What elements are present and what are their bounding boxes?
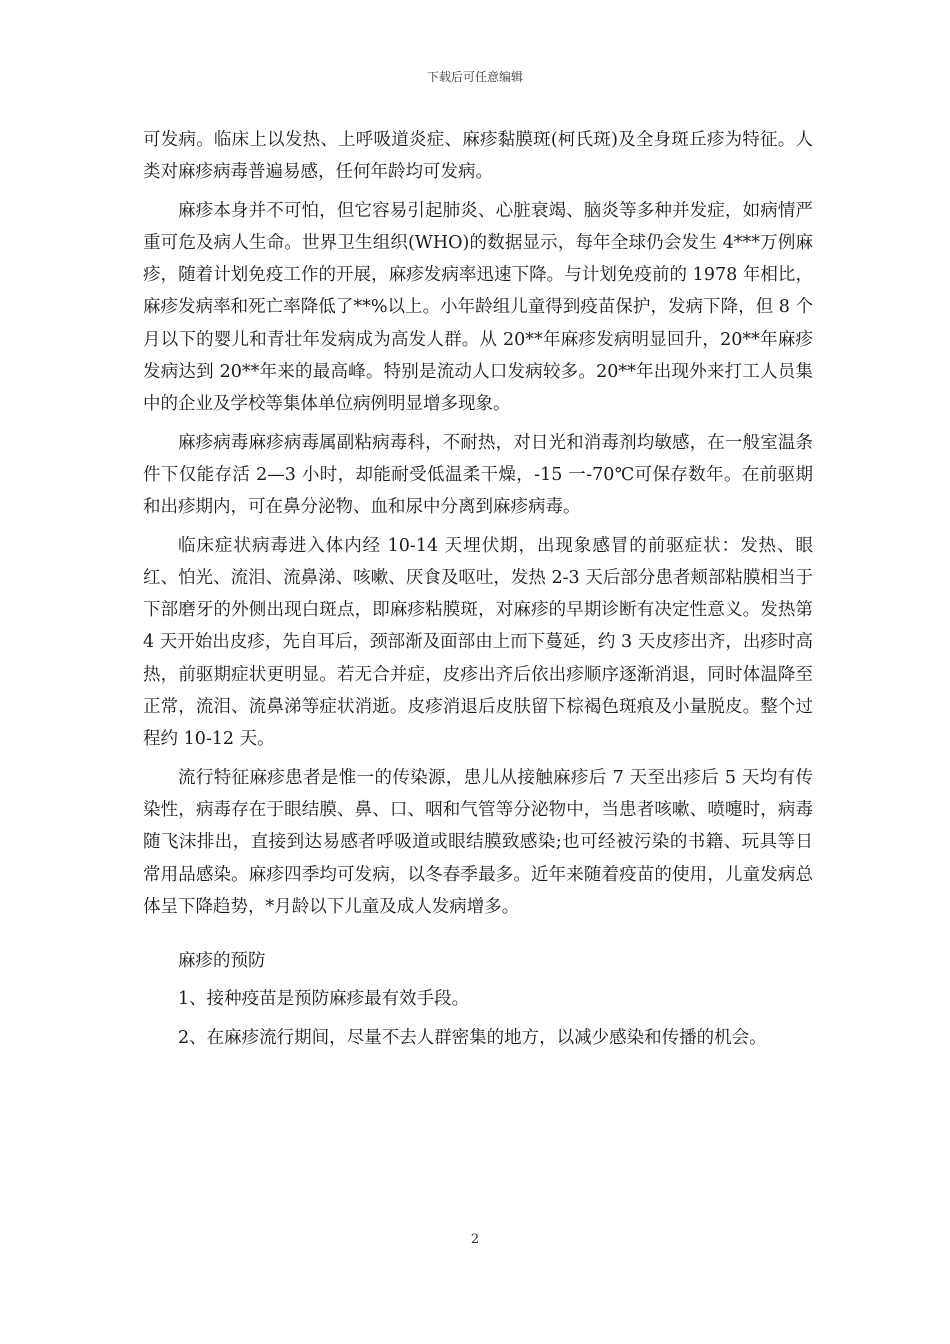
prevention-item: 1、接种疫苗是预防麻疹最有效手段。	[178, 989, 470, 1010]
paragraph-complications: 麻疹本身并不可怕，但它容易引起肺炎、心脏衰竭、脑炎等多种并发症，如病情严重可危及病人生命。世界卫生组织(WHO)的数据显示，每年全球仍会发生 4***万例麻疹，随着计划免疫工作的开展，麻疹发病率迅速下降。与计划免疫前的 1978 年相比，麻疹发病率和死亡率降低了**%以上。小年龄组儿童得到疫苗保护，发病下降，但 8 个月以下的婴儿和青壮年发病成为高发人群。从 20**年麻疹发病明显回升，20**年麻疹发病达到 20**年来的最高峰。特别是流动人口发病较多。20**年出现外来打工人员集中的企业及学校等集体单位病例明显增多现象。	[143, 200, 813, 415]
paragraph-epidemiology: 流行特征麻疹患者是惟一的传染源，患儿从接触麻疹后 7 天至出疹后 5 天均有传染性，病毒存在于眼结膜、鼻、口、咽和气管等分泌物中，当患者咳嗽、喷嚏时，病毒随飞沫排出，直接到达易感者呼吸道或眼结膜致感染;也可经被污染的书籍、玩具等日常用品感染。麻疹四季均可发病，以冬春季最多。近年来随着疫苗的使用，儿童发病总体呈下降趋势，*月龄以下儿童及成人发病增多。	[143, 767, 813, 917]
page-number: 2	[470, 1232, 480, 1247]
paragraph-symptoms: 临床症状病毒进入体内经 10-14 天埋伏期，出现象感冒的前驱症状：发热、眼红、怕光、流泪、流鼻涕、咳嗽、厌食及呕吐，发热 2-3 天后部分患者颊部粘膜相当于下部磨牙的外侧出现白斑点，即麻疹粘膜斑，对麻疹的早期诊断有决定性意义。发热第 4 天开始出皮疹，先自耳后，颈部渐及面部由上而下蔓延，约 3 天皮疹出齐，出疹时高热，前驱期症状更明显。若无合并症，皮疹出齐后依出疹顺序逐渐消退，同时体温降至正常，流泪、流鼻涕等症状消逝。皮疹消退后皮肤留下棕褐色斑痕及小量脱皮。整个过程约 10-12 天。	[143, 535, 813, 750]
prevention-item: 2、在麻疹流行期间，尽量不去人群密集的地方，以减少感染和传播的机会。	[178, 1027, 767, 1048]
document-body	[143, 124, 813, 1054]
prevention-heading: 麻疹的预防	[178, 951, 266, 972]
paragraph-virus: 麻疹病毒麻疹病毒属副粘病毒科，不耐热，对日光和消毒剂均敏感，在一般室温条件下仅能存活 2—3 小时，却能耐受低温柔干燥，-15 一-70℃可保存数年。在前驱期和出疹期内，可在鼻分泌物、血和尿中分离到麻疹病毒。	[143, 432, 813, 518]
paragraph-continuation: 可发病。临床上以发热、上呼吸道炎症、麻疹黏膜斑(柯氏斑)及全身斑丘疹为特征。人类对麻疹病毒普遍易感，任何年龄均可发病。	[143, 130, 813, 183]
header-note: 下载后可任意编辑	[426, 70, 523, 84]
